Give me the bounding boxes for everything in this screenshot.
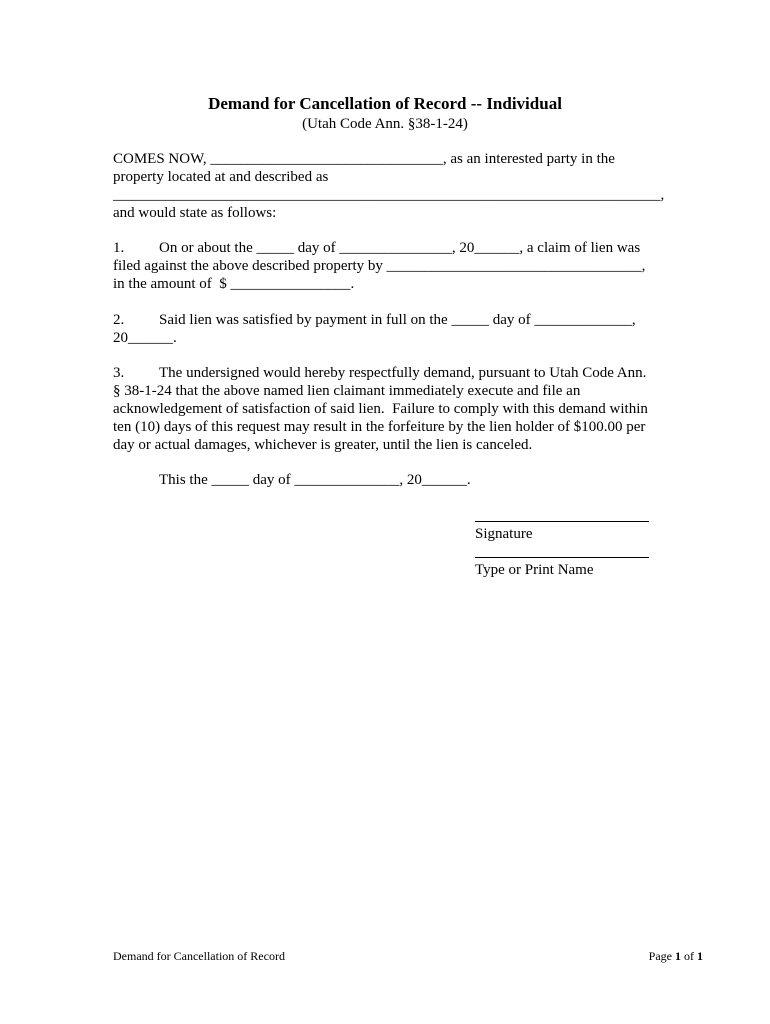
document-subtitle: (Utah Code Ann. §38-1-24) (302, 116, 468, 132)
para1-number: 1. (113, 240, 125, 256)
para2-text-1: Said lien was satisfied by payment in full on the _____ day of _____________, (159, 312, 636, 328)
dated-text: This the _____ day of ______________, 20______. (159, 472, 471, 488)
intro-line-2: property located at and described as (113, 169, 329, 185)
para3-line-1 (113, 364, 646, 382)
intro-line-3: _________________________________________________________________________, (113, 187, 665, 203)
print-name-label: Type or Print Name (475, 562, 594, 578)
para1-line-3: in the amount of $ ________________. (113, 276, 355, 292)
page-total: 1 (697, 949, 703, 963)
para2-line-1 (113, 311, 636, 329)
footer-title: Demand for Cancellation of Record (113, 949, 285, 963)
para3-line-5: day or actual damages, whichever is greater, until the lien is canceled. (113, 437, 533, 453)
dated-line (113, 471, 471, 489)
para3-line-4: ten (10) days of this request may result in the forfeiture by the lien holder of $100.00 per (113, 419, 646, 435)
para3-number: 3. (113, 365, 125, 381)
para3-line-3: acknowledgement of satisfaction of said lien. Failure to comply with this demand within (113, 401, 648, 417)
para1-line-2: filed against the above described property by __________________________________, (113, 258, 646, 274)
footer-page-number (649, 948, 703, 964)
page-of: of (681, 949, 697, 963)
document-title: Demand for Cancellation of Record -- Individual (208, 94, 562, 113)
para3-line-2: § 38-1-24 that the above named lien claimant immediately execute and file an (113, 383, 581, 399)
intro-line-4: and would state as follows: (113, 205, 277, 221)
para1-text-1: On or about the _____ day of _______________, 20______, a claim of lien was (159, 240, 641, 256)
para2-number: 2. (113, 312, 125, 328)
intro-line-1: COMES NOW, _______________________________, as an interested party in the (113, 151, 615, 167)
signature-rule (475, 521, 649, 522)
print-name-rule (475, 557, 649, 558)
page-prefix: Page (648, 949, 675, 963)
para1-line-1 (113, 239, 640, 257)
signature-label: Signature (475, 526, 533, 542)
para3-text-1: The undersigned would hereby respectfully demand, pursuant to Utah Code Ann. (159, 365, 647, 381)
page-current: 1 (675, 949, 681, 963)
para2-line-2: 20______. (113, 330, 177, 346)
